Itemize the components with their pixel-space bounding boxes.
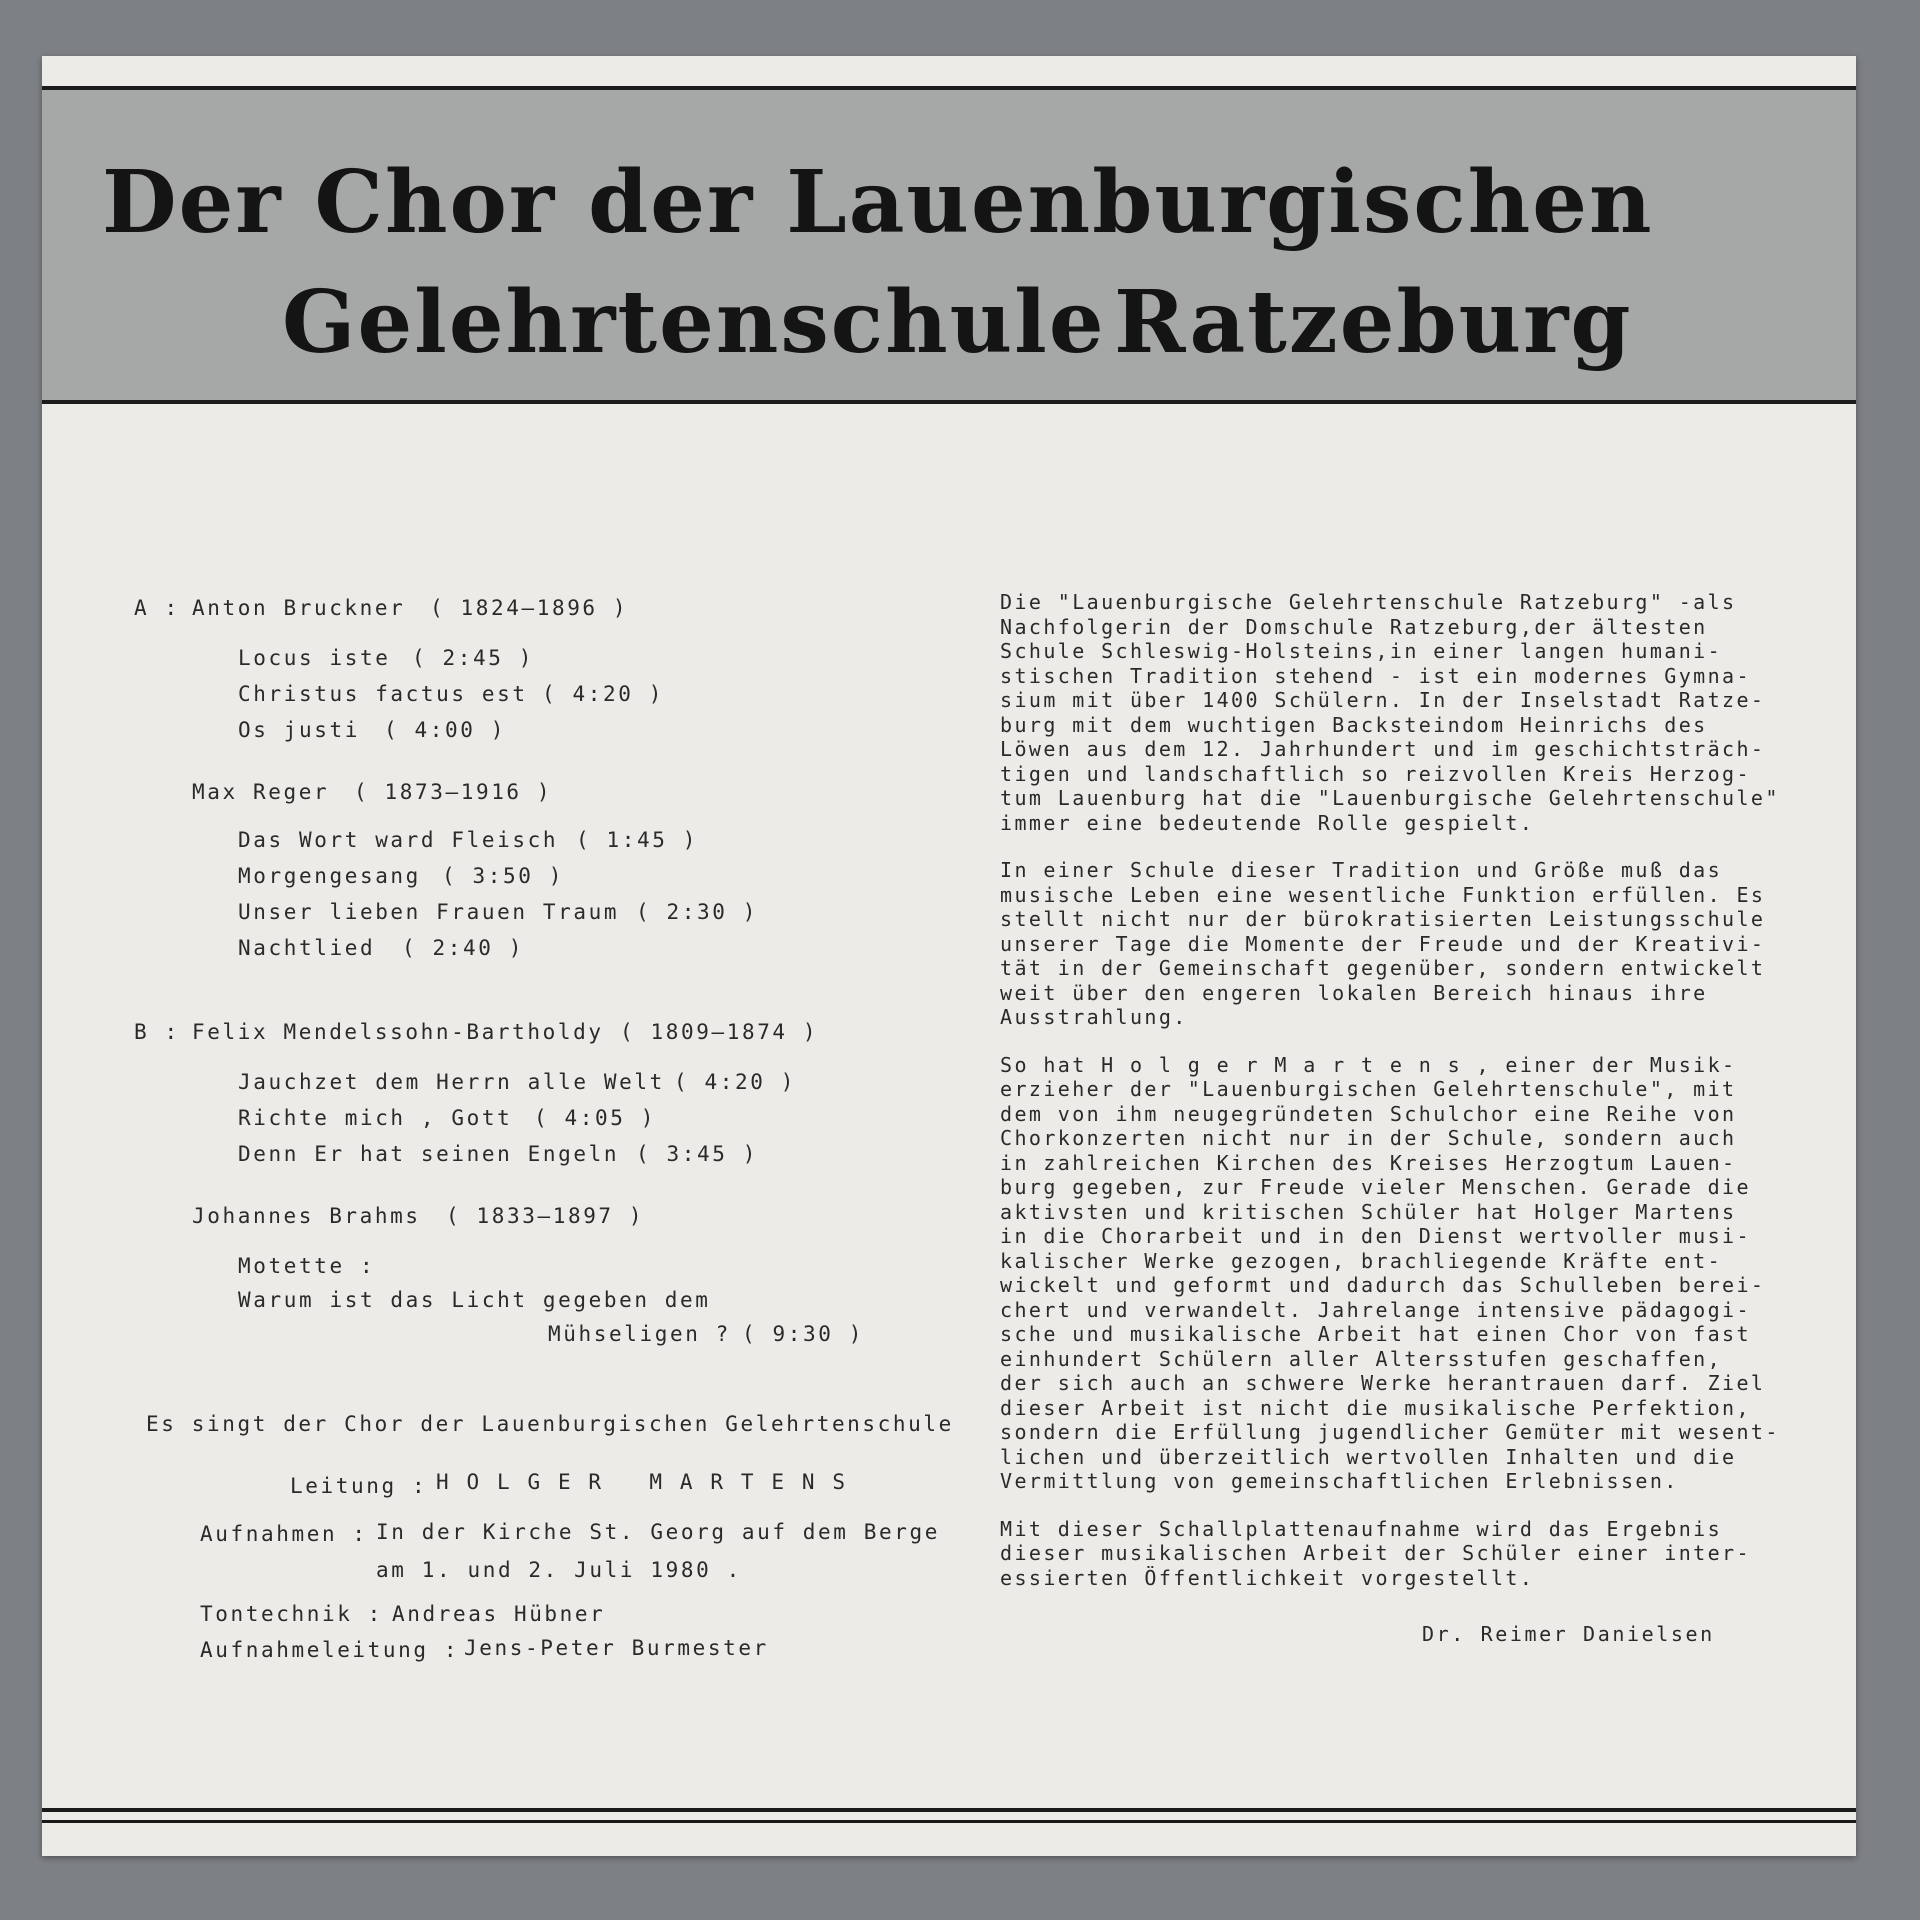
composer-name: Felix Mendelssohn-Bartholdy xyxy=(192,1020,604,1044)
record-sleeve-back xyxy=(42,56,1856,1856)
essay-paragraph: In einer Schule dieser Tradition und Größe muß das musische Leben eine wesentliche Funktion erfüllen. Es stellt nicht nur der bürokratisierten Leistungsschule unserer Tage die Momente der Freude und der Kreativi- tät in der Gemeinschaft gegenüber, sondern entwickelt weit über den engeren lokalen Bereich hinaus ihre Ausstrahlung. xyxy=(1000,858,1766,1029)
work-title: Das Wort ward Fleisch xyxy=(238,828,559,852)
work-title: Christus factus est xyxy=(238,682,528,706)
motette-title-line2: Mühseligen ? xyxy=(548,1322,731,1346)
side-b-label: B : xyxy=(134,1020,180,1044)
tontechnik-label: Tontechnik : xyxy=(200,1602,383,1626)
work-duration: ( 4:05 ) xyxy=(534,1106,656,1130)
side-a-label: A : xyxy=(134,596,180,620)
composer-name: Max Reger xyxy=(192,780,330,804)
work-duration: ( 2:40 ) xyxy=(402,936,524,960)
work-title: Unser lieben Frauen Traum xyxy=(238,900,620,924)
work-duration: ( 4:20 ) xyxy=(674,1070,796,1094)
bottom-rule xyxy=(42,1808,1856,1812)
work-duration: ( 4:00 ) xyxy=(384,718,506,742)
composer-name: Johannes Brahms xyxy=(192,1204,421,1228)
work-title: Os justi xyxy=(238,718,360,742)
title-line-2a: Gelehrtenschule xyxy=(282,272,1106,373)
motette-duration: ( 9:30 ) xyxy=(742,1322,864,1346)
aufnahmeleitung-label: Aufnahmeleitung : xyxy=(200,1638,460,1662)
work-duration: ( 3:45 ) xyxy=(636,1142,758,1166)
composer-years: ( 1824–1896 ) xyxy=(430,596,629,620)
work-duration: ( 2:45 ) xyxy=(412,646,534,670)
aufnahmen-line2: am 1. und 2. Juli 1980 . xyxy=(376,1558,742,1582)
work-title: Locus iste xyxy=(238,646,391,670)
composer-years: ( 1809–1874 ) xyxy=(620,1020,819,1044)
work-duration: ( 4:20 ) xyxy=(542,682,664,706)
work-duration: ( 2:30 ) xyxy=(636,900,758,924)
aufnahmeleitung-name: Jens-Peter Burmester xyxy=(464,1636,769,1660)
aufnahmen-line1: In der Kirche St. Georg auf dem Berge xyxy=(376,1520,940,1544)
tontechnik-name: Andreas Hübner xyxy=(392,1602,606,1626)
leitung-label: Leitung : xyxy=(290,1474,428,1498)
title-line-2b: Ratzeburg xyxy=(1114,272,1633,373)
composer-name: Anton Bruckner xyxy=(192,596,406,620)
aufnahmen-label: Aufnahmen : xyxy=(200,1522,368,1546)
leitung-name: H O L G E R M A R T E N S xyxy=(436,1470,848,1494)
work-title: Jauchzet dem Herrn alle Welt xyxy=(238,1070,665,1094)
essay-paragraph: Die "Lauenburgische Gelehrtenschule Ratzeburg" -als Nachfolgerin der Domschule Ratzeburg,der ältesten Schule Schleswig-Holsteins,in einer langen humani- stischen Tradition stehend - ist ein modernes Gymna- sium mit über 1400 Schülern. In der Inselstadt Ratze- burg mit dem wuchtigen Backsteindom Heinrichs des Löwen aus dem 12. Jahrhundert und im geschichtsträch- tigen und landschaftlich so reizvollen Kreis Herzog- tum Lauenburg hat die "Lauenburgische Gelehrtenschule" immer eine bedeutende Rolle gespielt. xyxy=(1000,590,1780,835)
essay-paragraph: So hat H o l g e r M a r t e n s , einer der Musik- erzieher der "Lauenburgischen Gelehrtenschule", mit dem von ihm neugegründeten Schulchor eine Reihe von Chorkonzerten nicht nur in der Schule, sondern auch in zahlreichen Kirchen des Kreises Herzogtum Lauen- burg gegeben, zur Freude vieler Menschen. Gerade die aktivsten und kritischen Schüler hat Holger Martens in die Chorarbeit und in den Dienst wertvoller musi- kalischer Werke gezogen, brachliegende Kräfte ent- wickelt und geformt und dadurch das Schulleben berei- chert und verwandelt. Jahrelange intensive pädagogi- sche und musikalische Arbeit hat einen Chor von fast einhundert Schülern aller Altersstufen geschaffen, der sich auch an schwere Werke herantrauen darf. Ziel dieser Arbeit ist nicht die musikalische Perfektion, sondern die Erfüllung jugendlicher Gemüter mit wesent- lichen und überzeitlich wertvollen Inhalten und die Vermittlung von gemeinschaftlichen Erlebnissen. xyxy=(1000,1052,1780,1493)
title-banner xyxy=(42,86,1856,404)
bottom-rule xyxy=(42,1820,1856,1823)
work-title: Richte mich , Gott xyxy=(238,1106,513,1130)
liner-notes-essay xyxy=(1000,590,1830,1613)
composer-years: ( 1833–1897 ) xyxy=(446,1204,645,1228)
work-duration: ( 1:45 ) xyxy=(576,828,698,852)
composer-years: ( 1873–1916 ) xyxy=(354,780,553,804)
work-title: Morgengesang xyxy=(238,864,421,888)
essay-paragraph: Mit dieser Schallplattenaufnahme wird das Ergebnis dieser musikalischen Arbeit der Schüler einer inter- essierten Öffentlichkeit vorgestellt. xyxy=(1000,1516,1751,1590)
work-title: Nachtlied xyxy=(238,936,376,960)
work-duration: ( 3:50 ) xyxy=(442,864,564,888)
signature: Dr. Reimer Danielsen xyxy=(1422,1622,1715,1646)
singer-line: Es singt der Chor der Lauenburgischen Gelehrtenschule xyxy=(146,1412,954,1436)
motette-title-line1: Warum ist das Licht gegeben dem xyxy=(238,1288,711,1312)
work-title: Denn Er hat seinen Engeln xyxy=(238,1142,620,1166)
motette-label: Motette : xyxy=(238,1254,376,1278)
title-line-1: Der Chor der Lauenburgischen xyxy=(102,152,1654,253)
